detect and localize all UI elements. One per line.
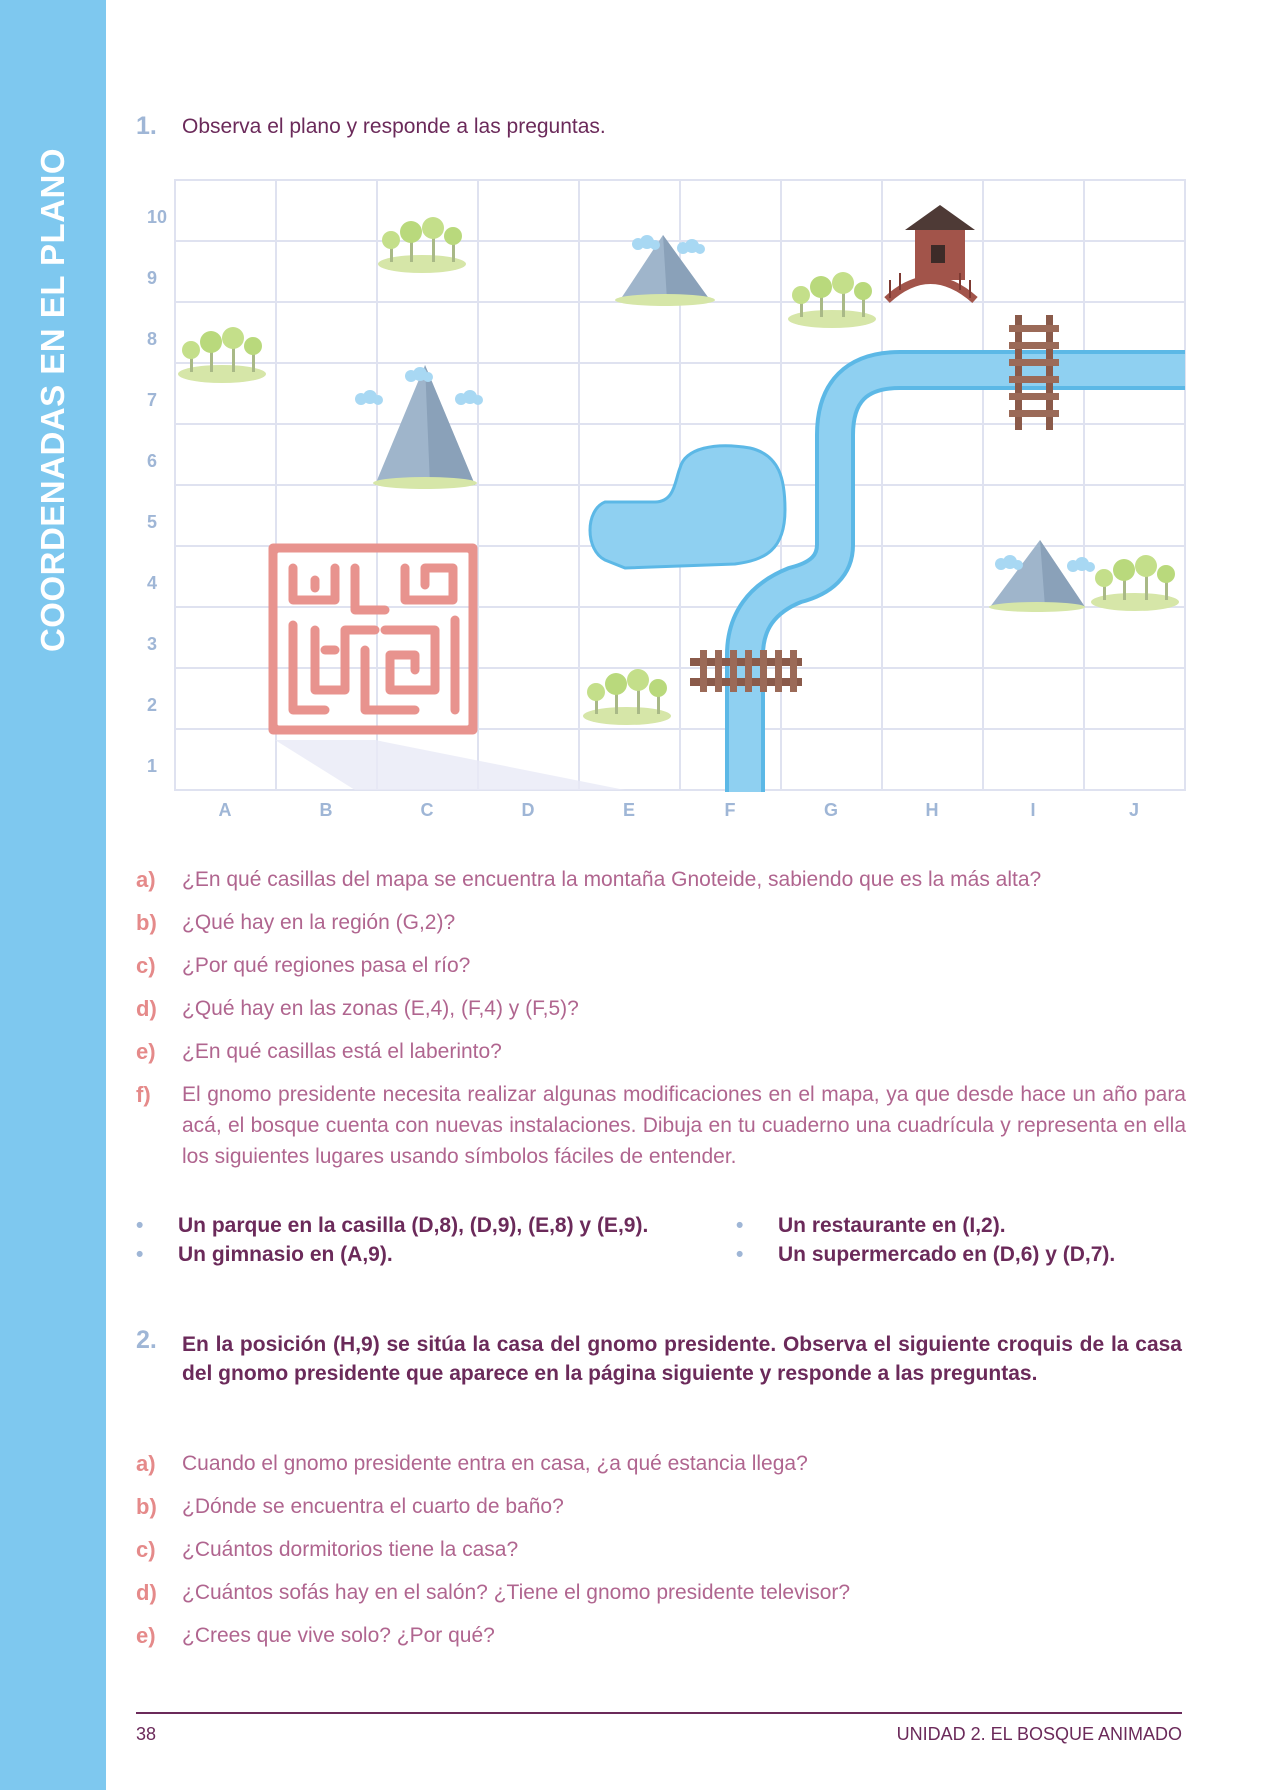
q2-number: 2. (136, 1326, 157, 1354)
item-letter: a) (136, 1451, 156, 1476)
x-label-i: I (1030, 800, 1036, 820)
bullet-dot: • (136, 1214, 144, 1237)
q1-number: 1. (136, 112, 157, 140)
q2-item-c (136, 1534, 1186, 1565)
q2-item-a (136, 1448, 1186, 1479)
bullet-text: Un restaurante en (I,2). (778, 1214, 1006, 1237)
item-letter: d) (136, 996, 157, 1021)
q1-item-c (136, 950, 1186, 981)
item-letter: b) (136, 1494, 157, 1519)
y-label-8: 8 (147, 329, 158, 349)
item-text: ¿En qué casillas del mapa se encuentra la montaña Gnoteide, sabiendo que es la más alta? (182, 868, 1042, 891)
q2-item-d (136, 1577, 1186, 1608)
item-text: Cuando el gnomo presidente entra en casa, ¿a qué estancia llega? (182, 1452, 808, 1475)
bullet-dot: • (736, 1214, 744, 1237)
item-text: ¿Cuántos sofás hay en el salón? ¿Tiene el gnomo presidente televisor? (182, 1581, 851, 1604)
q1-item-e (136, 1036, 1186, 1067)
y-label-10: 10 (147, 207, 168, 227)
x-label-a: A (218, 800, 232, 820)
x-label-h: H (925, 800, 939, 820)
bullet-park (136, 1214, 648, 1238)
x-label-d: D (521, 800, 535, 820)
item-letter: f) (136, 1082, 151, 1107)
y-label-7: 7 (147, 390, 158, 410)
bullet-gym (136, 1243, 393, 1267)
x-label-g: G (823, 800, 839, 820)
item-letter: e) (136, 1039, 156, 1064)
q2-text: En la posición (H,9) se sitúa la casa del gnomo presidente. Observa el siguiente croquis de la casa del gnomo presidente que aparece en la página siguiente y responde a las preguntas. (182, 1333, 1182, 1385)
q1-item-a (136, 864, 1186, 895)
x-label-e: E (622, 800, 636, 820)
bullet-text: Un parque en la casilla (D,8), (D,9), (E,8) y (E,9). (178, 1214, 649, 1237)
q1-item-d (136, 993, 1186, 1024)
unit-title: UNIDAD 2. EL BOSQUE ANIMADO (896, 1724, 1182, 1744)
y-label-9: 9 (147, 268, 158, 288)
q1-item-b (136, 907, 1186, 938)
x-label-f: F (724, 800, 736, 820)
item-letter: c) (136, 953, 156, 978)
bullet-dot: • (736, 1243, 744, 1266)
bullet-restaurant (736, 1214, 1006, 1238)
coordinate-map (147, 180, 1195, 830)
item-text: ¿Cuántos dormitorios tiene la casa? (182, 1538, 519, 1561)
y-label-6: 6 (147, 451, 158, 471)
q2-item-e (136, 1620, 1186, 1651)
q1-item-f (136, 1079, 1186, 1172)
item-text: ¿Qué hay en la región (G,2)? (182, 911, 456, 934)
y-label-1: 1 (147, 756, 158, 776)
y-label-5: 5 (147, 512, 158, 532)
item-text: ¿Qué hay en las zonas (E,4), (F,4) y (F,5)? (182, 997, 579, 1020)
item-letter: d) (136, 1580, 157, 1605)
y-label-4: 4 (147, 573, 158, 593)
bullet-text: Un gimnasio en (A,9). (178, 1243, 393, 1266)
y-label-2: 2 (147, 695, 158, 715)
page-number: 38 (136, 1724, 157, 1744)
item-letter: b) (136, 910, 157, 935)
item-text: ¿Por qué regiones pasa el río? (182, 954, 471, 977)
q1-text: Observa el plano y responde a las preguntas. (182, 115, 606, 138)
y-label-3: 3 (147, 634, 158, 654)
sidebar-title: COORDENADAS EN EL PLANO (34, 147, 71, 653)
item-text: ¿En qué casillas está el laberinto? (182, 1040, 502, 1063)
x-label-c: C (420, 800, 434, 820)
bullet-text: Un supermercado en (D,6) y (D,7). (778, 1243, 1116, 1266)
footer-divider (136, 1712, 1182, 1714)
item-letter: c) (136, 1537, 156, 1562)
item-text: El gnomo presidente necesita realizar algunas modificaciones en el mapa, ya que desde hace un año para acá, el bosque cuenta con nuevas instalaciones. Dibuja en tu cuaderno una cuadrícula y representa en ella los siguientes lugares usando símbolos fáciles de entender. (182, 1083, 1186, 1168)
bullet-supermarket (736, 1243, 1115, 1267)
item-letter: e) (136, 1623, 156, 1648)
item-text: ¿Dónde se encuentra el cuarto de baño? (182, 1495, 564, 1518)
q2-item-b (136, 1491, 1186, 1522)
bullet-dot: • (136, 1243, 144, 1266)
item-text: ¿Crees que vive solo? ¿Por qué? (182, 1624, 495, 1647)
item-letter: a) (136, 867, 156, 892)
x-label-b: B (319, 800, 333, 820)
x-label-j: J (1128, 800, 1140, 820)
sidebar (0, 0, 106, 1790)
